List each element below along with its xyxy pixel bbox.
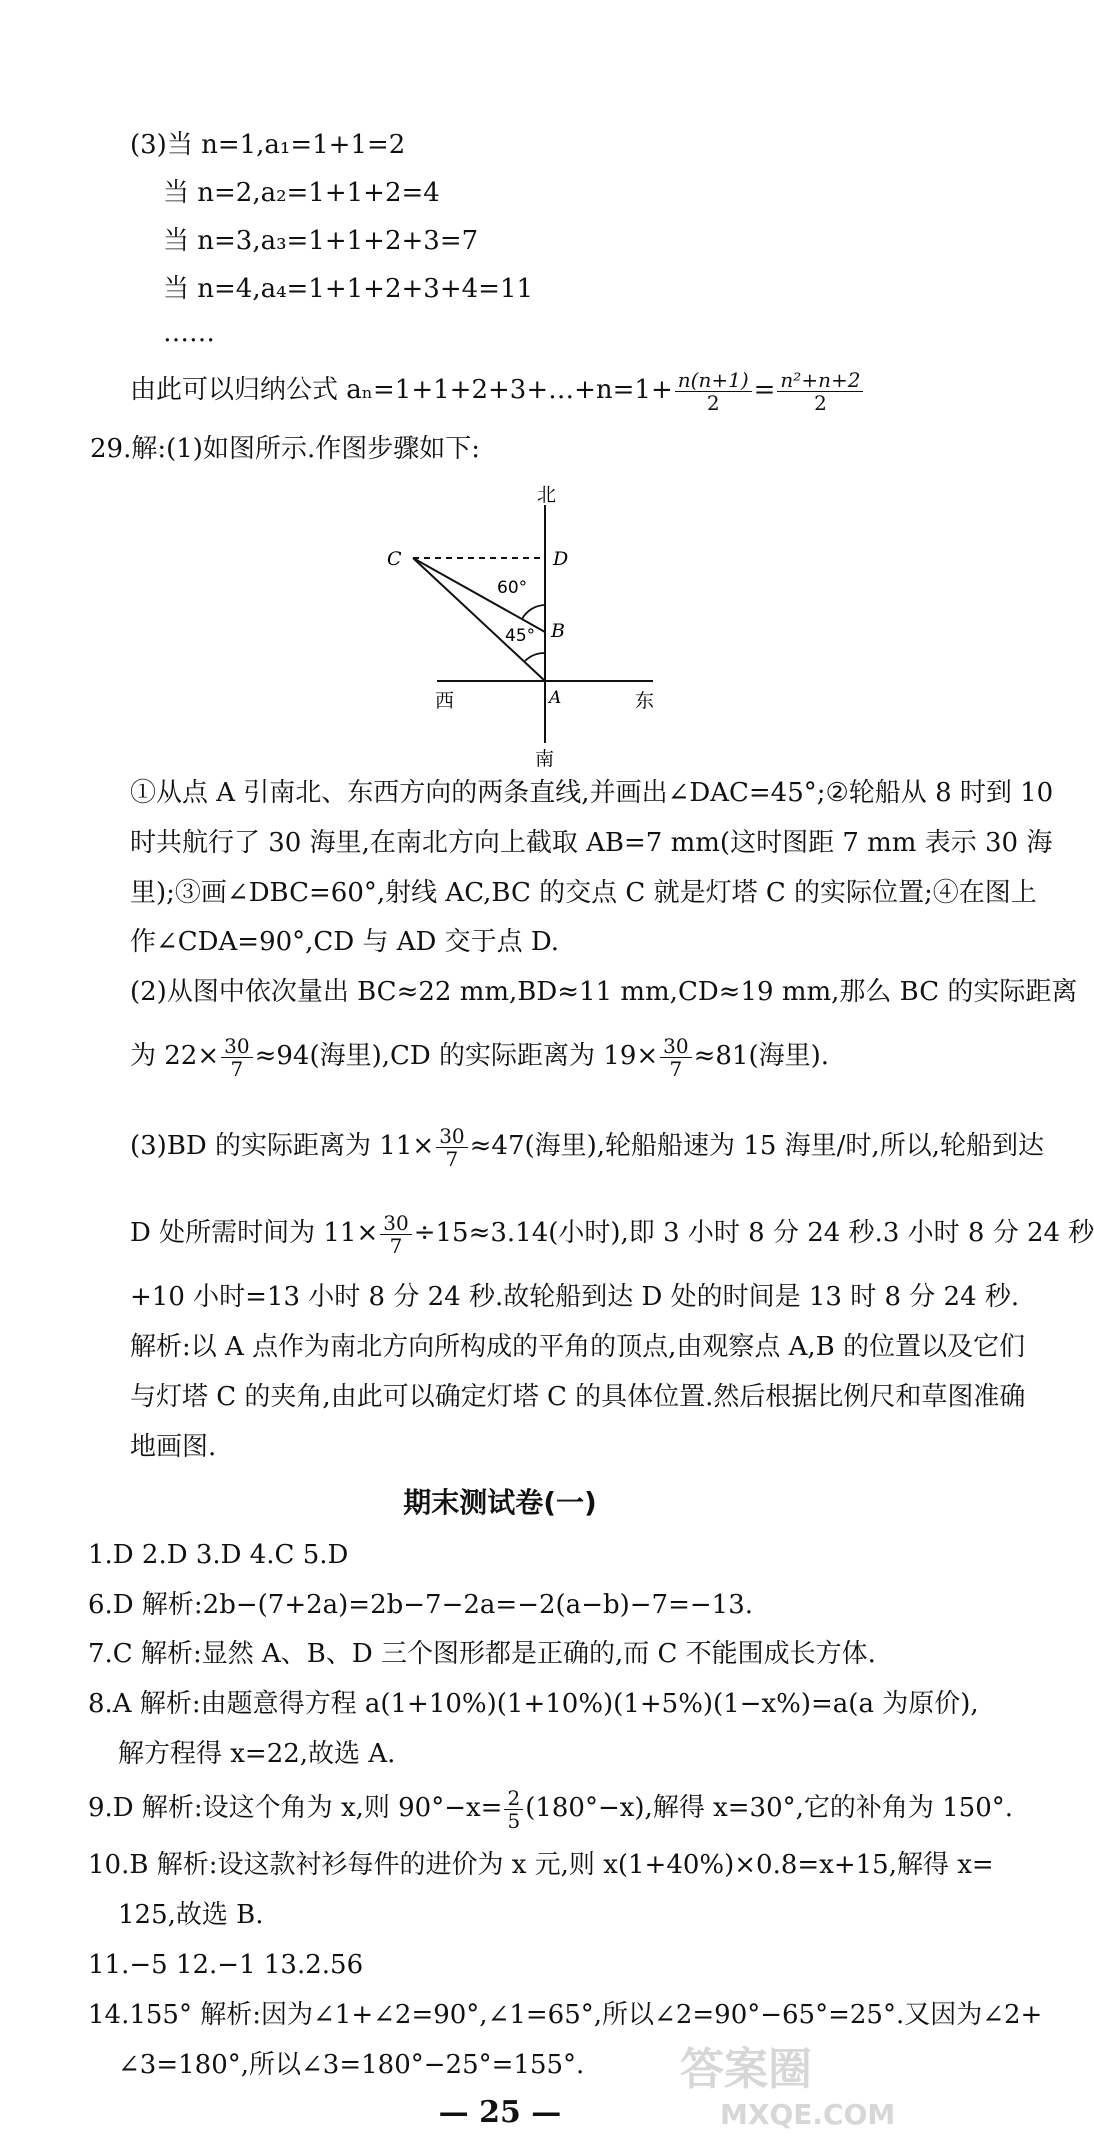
label-angle-45: 45° [505,626,536,646]
formula-line [130,362,865,418]
label-north: 北 [537,484,557,506]
frac-den: 7 [230,1056,244,1081]
answer-8-line-1: 8.A 解析:由题意得方程 a(1+10%)(1+10%)(1+5%)(1−x%)=a(a 为原价), [88,1689,979,1719]
direction-diagram [387,484,695,770]
frac-num: 30 [380,1212,411,1235]
part2-text-a: 为 22× [130,1041,220,1071]
part3-line-3: +10 小时=13 小时 8 分 24 秒.故轮船到达 D 处的时间是 13 时 8 分 24 秒. [130,1282,1020,1312]
answer-14-line-1: 14.155° 解析:因为∠1+∠2=90°,∠1=65°,所以∠2=90°−65°=25°.又因为∠2+ [88,2000,1043,2030]
part3-line-1 [130,1118,1044,1174]
step-line-1: ①从点 A 引南北、东西方向的两条直线,并画出∠DAC=45°;②轮船从 8 时到 10 [130,778,1054,808]
section-title: 期末测试卷(一) [403,1486,597,1519]
fraction-30-7-a [221,1035,252,1080]
fraction-30-7-b [660,1035,691,1080]
fraction-2-den: 2 [814,390,827,415]
analysis-line-2: 与灯塔 C 的夹角,由此可以确定灯塔 C 的具体位置.然后根据比例尺和草图准确 [130,1382,1026,1412]
fraction-1-num: n(n+1) [675,369,752,392]
page-number: — 25 — [438,2095,562,2130]
answer-7: 7.C 解析:显然 A、B、D 三个图形都是正确的,而 C 不能围成长方体. [88,1639,876,1669]
answer-1-5: 1.D 2.D 3.D 4.C 5.D [88,1540,349,1570]
watermark-logo [660,2024,960,2134]
fraction-30-7-c [436,1125,467,1170]
answer-6: 6.D 解析:2b−(7+2a)=2b−7−2a=−2(a−b)−7=−13. [88,1590,754,1620]
label-c: C [387,548,402,570]
fraction-1-den: 2 [706,390,720,415]
line-n1: (3)当 n=1,a₁=1+1=2 [130,130,406,160]
label-east: 东 [635,690,655,712]
part3-text-c: D 处所需时间为 11× [130,1218,379,1248]
fraction-2 [777,369,863,414]
line-n4: 当 n=4,a₄=1+1+2+3+4=11 [163,274,534,304]
line-n3: 当 n=3,a₃=1+1+2+3=7 [163,226,479,256]
answer-10-line-1: 10.B 解析:设这款衬衫每件的进价为 x 元,则 x(1+40%)×0.8=x+15,解得 x= [88,1850,994,1880]
frac-den: 7 [389,1233,403,1258]
step-line-2: 时共航行了 30 海里,在南北方向上截取 AB=7 mm(这时图距 7 mm 表示 30 海 [130,828,1053,858]
arc-60 [522,605,545,619]
part3-text-d: ÷15≈3.14(小时),即 3 小时 8 分 24 秒.3 小时 8 分 24 秒 [413,1218,1094,1248]
part3-text-a: (3)BD 的实际距离为 11× [130,1131,435,1161]
fraction-30-7-d [380,1212,411,1257]
frac-num: 30 [660,1035,691,1058]
line-ellipsis: …… [163,318,215,348]
step-line-3: 里);③画∠DBC=60°,射线 AC,BC 的交点 C 就是灯塔 C 的实际位置;④在图上 [130,878,1037,908]
line-ca [413,558,545,681]
frac-num: 2 [504,1787,523,1810]
analysis-line-3: 地画图. [130,1432,217,1462]
answer-10-line-2: 125,故选 B. [118,1900,264,1930]
part2-text-b: ≈94(海里),CD 的实际距离为 19× [254,1041,659,1071]
part2-text-c: ≈81(海里). [693,1041,830,1071]
formula-prefix: 由此可以归纳公式 aₙ=1+1+2+3+…+n=1+ [130,375,673,405]
step-line-4: 作∠CDA=90°,CD 与 AD 交于点 D. [130,927,560,957]
fraction-1 [675,369,752,414]
fraction-2-num: n²+n+2 [777,369,863,392]
svg-text:MXQE.COM: MXQE.COM [720,2098,896,2131]
answer-11-13: 11.−5 12.−1 13.2.56 [88,1950,364,1980]
line-n2: 当 n=2,a₂=1+1+2=4 [163,178,440,208]
answer-9-text-a: 9.D 解析:设这个角为 x,则 90°−x= [88,1793,503,1823]
part3-line-2 [130,1205,1094,1261]
frac-den: 5 [507,1808,521,1833]
arc-45 [525,653,545,661]
frac-den: 7 [445,1146,459,1171]
label-d: D [553,548,569,570]
answer-8-line-2: 解方程得 x=22,故选 A. [118,1739,396,1769]
analysis-line-1: 解析:以 A 点作为南北方向所构成的平角的顶点,由观察点 A,B 的位置以及它们 [130,1332,1026,1362]
label-west: 西 [435,690,455,712]
answer-14-line-2: ∠3=180°,所以∠3=180°−25°=155°. [118,2050,585,2080]
frac-num: 30 [221,1035,252,1058]
part2-line-2 [130,1028,829,1084]
fraction-2-5 [504,1787,523,1832]
part2-line-1: (2)从图中依次量出 BC≈22 mm,BD≈11 mm,CD≈19 mm,那么 BC 的实际距离 [130,977,1078,1007]
svg-text:答案圈: 答案圈 [680,2044,812,2095]
q29-heading: 29.解:(1)如图所示.作图步骤如下: [90,434,480,464]
label-a: A [549,688,562,708]
frac-den: 7 [669,1056,683,1081]
equals-sign: = [753,375,776,405]
label-south: 南 [535,748,555,770]
answer-9-text-b: (180°−x),解得 x=30°,它的补角为 150°. [525,1793,1014,1823]
part3-text-b: ≈47(海里),轮船船速为 15 海里/时,所以,轮船到达 [469,1131,1044,1161]
answer-9 [88,1780,1013,1836]
label-b: B [551,620,565,642]
label-angle-60: 60° [497,578,528,598]
frac-num: 30 [436,1125,467,1148]
